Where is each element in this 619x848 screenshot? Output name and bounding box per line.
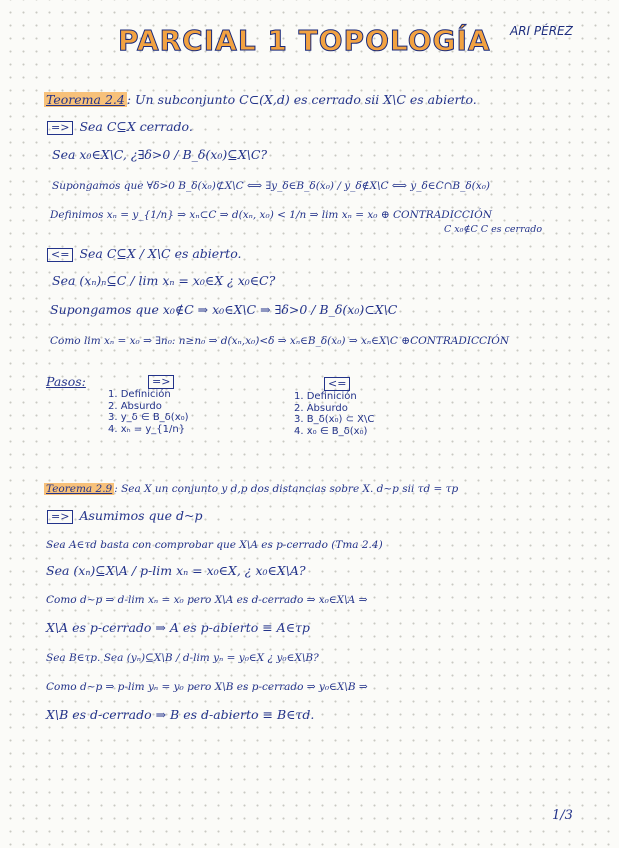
step-item: 3. y_δ ∈ B_δ(x₀) bbox=[108, 412, 189, 423]
theorem-1-label: Teorema 2.4 bbox=[46, 92, 125, 107]
step-item: 1. Definición bbox=[108, 389, 171, 400]
proof-line: Sea B∈τp. Sea (yₙ)⊆X\B / d-lim yₙ = y₀∈X ¿ y₀∈X\B? bbox=[46, 652, 319, 664]
proof-line: Definimos xₙ = y_{1/n} ⇒ xₙ⊂C ⇒ d(xₙ, x₀) < 1/n ⇒ lim xₙ = x₀ ⊕ CONTRADICCIÓN bbox=[50, 209, 492, 221]
proof-line: Como lim xₙ = x₀ ⇒ ∃n₀: n≥n₀ ⇒ d(xₙ,x₀)<δ ⇒ xₙ∈B_δ(x₀) ⇒ xₙ∈X\C ⊕CONTRADICCIÓN bbox=[50, 335, 510, 347]
part-2-heading bbox=[47, 246, 241, 262]
theorem-2-label: Teorema 2.9 bbox=[46, 483, 113, 495]
proof-line: Sea A∈τd basta con comprobar que X\A es p-cerrado (Tma 2.4) bbox=[46, 539, 383, 551]
forward-arrow-box: => bbox=[47, 510, 73, 524]
backward-arrow-box: <= bbox=[47, 248, 73, 262]
step-item: 2. Absurdo bbox=[108, 400, 162, 412]
backward-arrow-box: <= bbox=[324, 377, 350, 391]
step-item: 4. x₀ ∈ B_δ(x₀) bbox=[294, 425, 368, 437]
step-item: 1. Definición bbox=[294, 391, 357, 402]
theorem-2-heading bbox=[44, 481, 458, 497]
proof-line: X\A es p-cerrado ⇒ A es p-abierto ≡ A∈τp bbox=[46, 620, 310, 635]
proof-line: Sea (xₙ)ₙ⊆C / lim xₙ = x₀∈X ¿ x₀∈C? bbox=[52, 273, 276, 288]
proof-line: Sea x₀∈X\C, ¿∃δ>0 / B_δ(x₀)⊆X\C? bbox=[52, 147, 268, 162]
theorem-2-part-text: Asumimos que d~p bbox=[79, 508, 203, 523]
theorem-2-part-heading bbox=[47, 508, 202, 524]
proof-line: Como d~p ⇒ p-lim yₙ = y₀ pero X\B es p-cerrado ⇒ y₀∈X\B ⇒ bbox=[46, 681, 368, 693]
theorem-2-statement: : Sea X un conjunto y d,p dos distancias sobre X. d~p sii τd = τp bbox=[114, 483, 459, 495]
steps-label: Pasos: bbox=[46, 374, 86, 389]
proof-line: Supongamos que ∀δ>0 B_δ(x₀)⊄X\C ⟺ ∃y_δ∈B_δ(x₀) / y_δ∉X\C ⟺ y_δ∈C∩B_δ(x₀) bbox=[52, 180, 491, 192]
step-item: 4. xₙ = y_{1/n} bbox=[108, 423, 186, 435]
part-1-text: Sea C⊆X cerrado. bbox=[79, 119, 193, 134]
theorem-1-heading bbox=[44, 92, 477, 108]
forward-arrow-box: => bbox=[47, 121, 73, 135]
steps-forward-list bbox=[108, 375, 189, 435]
proof-line: Supongamos que x₀∉C ⇒ x₀∈X\C ⇒ ∃δ>0 / B_δ(x₀)⊂X\C bbox=[50, 302, 398, 317]
proof-line: Sea (xₙ)⊆X\A / p-lim xₙ = x₀∈X, ¿ x₀∈X\A? bbox=[46, 563, 306, 578]
part-1-heading bbox=[47, 119, 193, 135]
forward-arrow-box: => bbox=[148, 375, 174, 389]
proof-line: Como d~p ⇒ d-lim xₙ = x₀ pero X\A es d-cerrado ⇒ x₀∈X\A ⇒ bbox=[46, 594, 368, 606]
steps-backward-list bbox=[294, 377, 374, 437]
theorem-1-statement: : Un subconjunto C⊂(X,d) es cerrado sii X\C es abierto. bbox=[126, 92, 477, 107]
proof-line: X\B es d-cerrado ⇒ B es d-abierto ≡ B∈τd. bbox=[46, 707, 315, 722]
page-title: PARCIAL 1 TOPOLOGÍA bbox=[118, 24, 491, 57]
part-2-text: Sea C⊆X / X\C es abierto. bbox=[79, 246, 242, 261]
author-name: ARI PÉREZ bbox=[510, 24, 573, 38]
step-item: 3. B_δ(x₀) ⊂ X\C bbox=[294, 414, 375, 425]
step-item: 2. Absurdo bbox=[294, 402, 348, 414]
page-number: 1/3 bbox=[552, 808, 573, 823]
proof-subscript-notes: C x₀∉C C es cerrado bbox=[444, 224, 543, 235]
